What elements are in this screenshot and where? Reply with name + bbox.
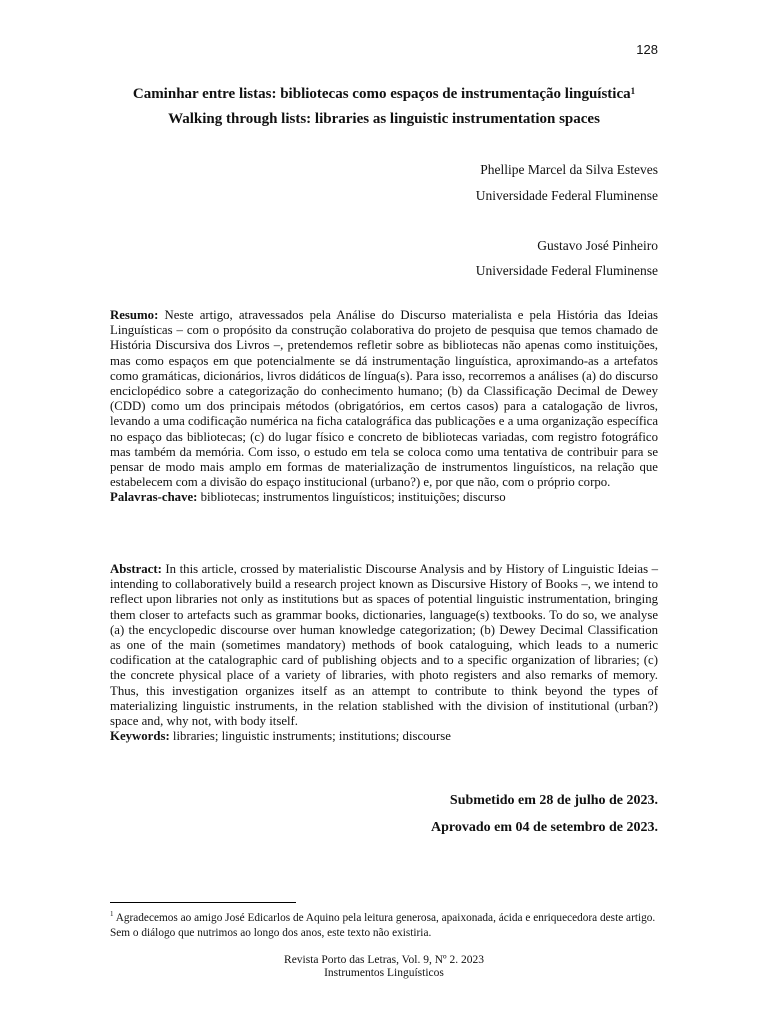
author-2-name: Gustavo José Pinheiro xyxy=(537,238,658,253)
footnote-number: 1 xyxy=(110,910,114,918)
footnote-marker: 1 xyxy=(630,86,636,96)
article-title-english: Walking through lists: libraries as linguistic instrumentation spaces xyxy=(168,111,600,127)
footnote-divider xyxy=(110,902,296,903)
page-number: 128 xyxy=(636,42,658,57)
palavras-chave-text: bibliotecas; instrumentos linguísticos; instituições; discurso xyxy=(200,490,506,505)
abstract-label: Abstract: xyxy=(110,562,162,576)
footnote xyxy=(110,907,658,941)
palavras-chave-label: Palavras-chave: xyxy=(110,490,198,505)
approved-date: Aprovado em 04 de setembro de 2023. xyxy=(431,820,658,835)
submitted-date: Submetido em 28 de julho de 2023. xyxy=(449,793,658,808)
keywords-label: Keywords: xyxy=(110,729,170,744)
title-pt-text: Caminhar entre listas: bibliotecas como espaços de instrumentação linguística xyxy=(132,86,631,102)
keywords-text: libraries; linguistic instruments; institutions; discourse xyxy=(172,729,451,744)
resumo-paragraph xyxy=(110,308,658,490)
abstract-text: In this article, crossed by materialistic Discourse Analysis and by History of Linguistic Ideias – intending to collaboratively build a research project known as Discursive History of Books –, we intend to reflect upon libraries not only as institutions but as spaces of potential linguistic instrumentation, bringing them closer to artefacts such as grammar books, dictionaries, language(s) textbooks. To do so, we analyse (a) the encyclopedic discourse over human knowledge categorization; (b) Dewey Decimal Classification as one of the main (sometimes mandatory) methods of book cataloguing, which leads to a numeric codification at the catalographic card of publishing objects and to a specific organization of libraries; (c) the concrete physical place of a variety of libraries, with photo registers and also remarks of memory. Thus, this investigation organizes itself as an attempt to contribute to think beyond the types of materializing linguistic instruments, in the relation stablished with the division of institutional (urban?) space and, why not, with body itself. xyxy=(110,562,658,729)
abstract-paragraph xyxy=(110,562,658,729)
resumo-section xyxy=(110,308,658,506)
footer-section: Instrumentos Linguísticos xyxy=(324,967,444,979)
keywords xyxy=(110,729,658,744)
article-title-portuguese xyxy=(110,85,658,103)
author-2-affiliation: Universidade Federal Fluminense xyxy=(475,263,658,278)
palavras-chave xyxy=(110,490,658,505)
resumo-text: Neste artigo, atravessados pela Análise do Discurso materialista e pela História das Ideias Linguísticas – com o propósito da construção colaborativa do projeto de pesquisa que temos chamado de História Discursiva dos Livros –, pretendemos refletir sobre as bibliotecas não apenas como instituições, mas como espaços em que potencialmente se dá instrumentação linguística, aproximando-as a artefatos como gramáticas, dicionários, livros didáticos de língua(s). Para isso, recorremos a análises (a) do discurso enciclopédico sobre a categorização do conhecimento humano; (b) da Classificação Decimal de Dewey (CDD) como um dos principais métodos (obrigatórios, em certos casos) para a catalogação de livros, levando a uma codificação numérica na ficha catalográfica das publicações e a uma organização específica no espaço das bibliotecas; (c) do lugar físico e concreto de bibliotecas variadas, com registro fotográfico mas também da memória. Com isso, o estudo em tela se coloca como uma tentativa de contribuir para se pensar de modo mais amplo em formas de materialização de instrumentos linguísticos, na relação que estabelecem com a divisão do espaço institucional (urbano?) e, por que não, com o próprio corpo. xyxy=(110,308,659,490)
footnote-text: Agradecemos ao amigo José Edicarlos de Aquino pela leitura generosa, apaixonada, ácida e enriquecedora deste artigo. Sem o diálogo que nutrimos ao longo dos anos, este texto não existiria. xyxy=(110,911,656,939)
footer-journal: Revista Porto das Letras, Vol. 9, Nº 2. 2023 xyxy=(284,954,484,966)
abstract-section xyxy=(110,562,658,744)
author-1-name: Phellipe Marcel da Silva Esteves xyxy=(480,162,658,177)
author-1-affiliation: Universidade Federal Fluminense xyxy=(475,188,658,203)
resumo-label: Resumo: xyxy=(110,308,159,322)
